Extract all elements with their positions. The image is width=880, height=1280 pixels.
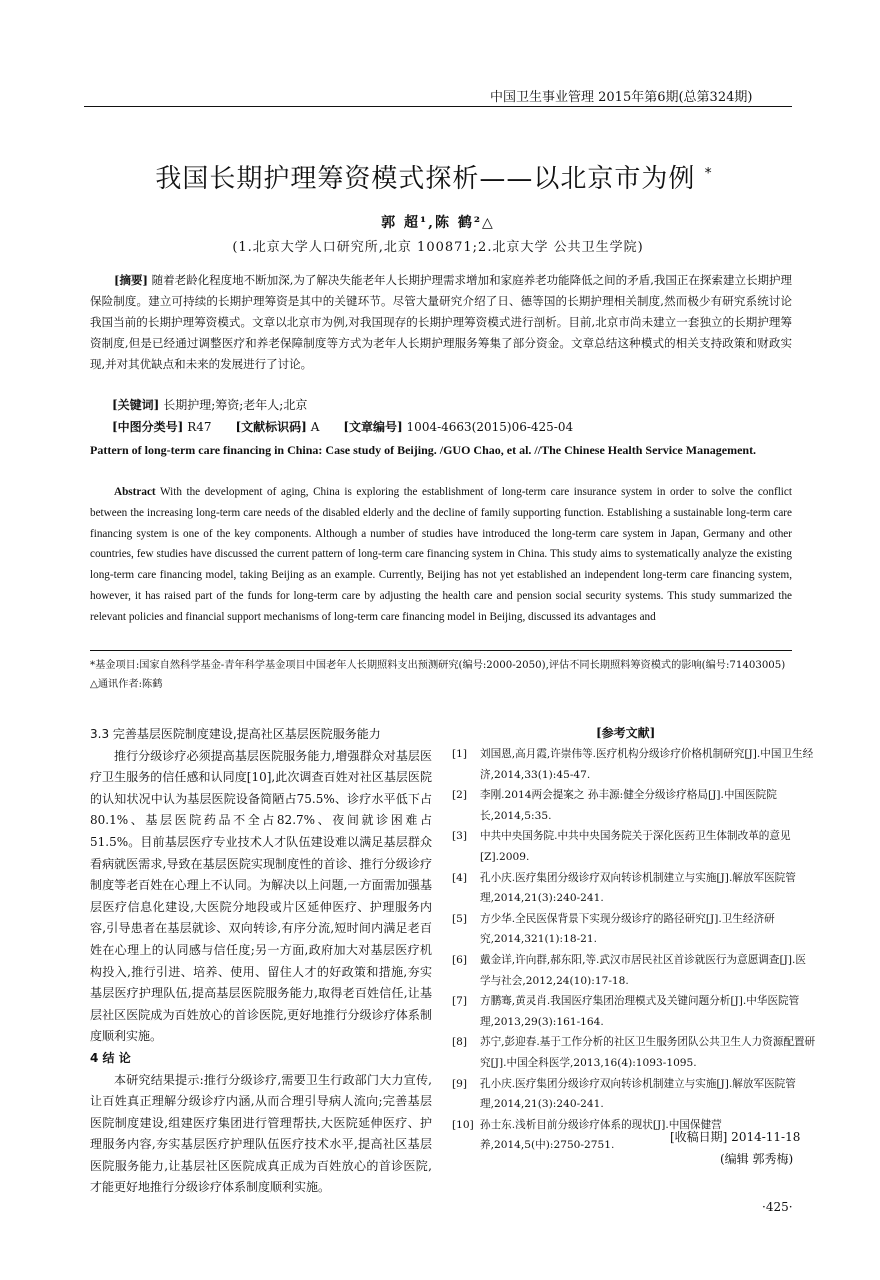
reference-item (452, 785, 816, 826)
references-heading: [参考文献] (596, 726, 656, 740)
ref-num: [8] (452, 1036, 468, 1049)
english-abstract (90, 482, 792, 628)
chinese-abstract (90, 270, 792, 375)
keywords-label: [关键词] (112, 398, 160, 412)
article-title (114, 158, 754, 195)
clc-label: [中图分类号] (112, 420, 184, 434)
doc-code (236, 418, 320, 435)
abstract-en-label: Abstract (114, 486, 156, 498)
reference-item (452, 826, 816, 867)
received-date: [收稿日期] 2014-11-18 (670, 1130, 801, 1144)
classification-line (112, 418, 573, 435)
ref-num: [6] (452, 953, 468, 966)
page-number: ·425· (762, 1200, 793, 1214)
art-value: 1004-4663(2015)06-425-04 (406, 420, 574, 434)
footnote (90, 656, 792, 694)
reference-item (452, 744, 816, 785)
section-3-3-title: 3.3 完善基层医院制度建设,提高社区基层医院服务能力 (90, 727, 381, 741)
ref-num: [5] (452, 912, 468, 925)
reference-item (452, 868, 816, 909)
art-label: [文章编号] (343, 420, 403, 434)
article-number (343, 418, 573, 435)
ref-num: [3] (452, 830, 468, 843)
editor-note: (编辑 郭秀梅) (720, 1152, 794, 1166)
ref-text: 戴金详,许向群,郝东阳,等.武汉市居民社区首诊就医行为意愿调查[J].医学与社会,2012,24(10):17-18. (480, 953, 806, 987)
ref-num: [1] (452, 748, 468, 760)
ref-num: [7] (452, 995, 468, 1008)
abstract-cn-text: 随着老龄化程度地不断加深,为了解决失能老年人长期护理需求增加和家庭养老功能降低之间的矛盾,我国正在探索建立长期护理保险制度。建立可持续的长期护理筹资是其中的关键环节。尽管大量研究介绍了日、德等国的长期护理相关制度,然而极少有研究系统讨论我国当前的长期护理筹资模式。文章以北京市为例,对我国现存的长期护理筹资模式进行剖析。目前,北京市尚未建立一套独立的长期护理筹资制度,但是已经通过调整医疗和养老保障制度等方式为老年人长期护理服务筹集了部分资金。文章总结这种模式的相关支持政策和财政实现,并对其优缺点和未来的发展进行了讨论。 (90, 273, 792, 371)
ref-num: [4] (452, 871, 468, 884)
journal-header: 中国卫生事业管理 2015年第6期(总第324期) (490, 90, 753, 105)
ref-text: 方鹏骞,黄灵肖.我国医疗集团治理模式及关键问题分析[J].中华医院管理,2013,29(3):161-164. (480, 995, 800, 1028)
corresponding-author: △通讯作者:陈鹤 (90, 679, 163, 690)
affiliation: (1.北京大学人口研究所,北京 100871;2.北京大学 公共卫生学院) (232, 240, 644, 255)
ref-num: [9] (452, 1077, 468, 1090)
clc-code (112, 418, 212, 435)
reference-item (452, 991, 816, 1032)
authors: 郭 超¹,陈 鹤²△ (381, 215, 495, 231)
section-4-text: 本研究结果提示:推行分级诊疗,需要卫生行政部门大力宣传,让百姓真正理解分级诊疗内涵,从而合理引导病人流向;完善基层医院制度建设,组建医疗集团进行管理帮扶,大医院延伸医疗、护理服务内容,夯实基层医疗护理队伍医疗技术水平,提高社区基层医院服务能力,让基层社区医院成真正成为百姓放心的首诊医院,才能更好地推行分级诊疗体系制度顺利实施。 (90, 1072, 432, 1195)
abstract-cn-label: [摘要] (114, 273, 148, 287)
reference-item (452, 950, 816, 991)
ref-text: 苏宁,彭迎春.基于工作分析的社区卫生服务团队公共卫生人力资源配置研究[J].中国全科医学,2013,16(4):1093-1095. (480, 1036, 816, 1069)
ref-text: 方少华.全民医保背景下实现分级诊疗的路径研究[J].卫生经济研究,2014,321(1):18-21. (480, 912, 775, 946)
title-text: 我国长期护理筹资模式探析——以北京市为例 (155, 164, 696, 194)
references-list (452, 744, 816, 1156)
clc-value: R47 (187, 420, 212, 434)
ref-text: 孔小庆.医疗集团分级诊疗双向转诊机制建立与实施[J].解放军医院管理,2014,21(3):240-241. (480, 1077, 796, 1111)
ref-text: 李刚.2014两会提案之 孙丰源:健全分级诊疗格局[J].中国医院院长,2014,5:35. (480, 789, 777, 822)
header-rule (84, 106, 792, 107)
english-title: Pattern of long-term care financing in China: Case study of Beijing. /GUO Chao, et al. //The Chinese Health Service Management. (90, 443, 757, 457)
fund-note: *基金项目:国家自然科学基金-青年科学基金项目中国老年人长期照料支出预测研究(编号:2000-2050),评估不同长期照料筹资模式的影响(编号:71403005) (90, 660, 786, 671)
left-column (90, 724, 432, 1199)
reference-item (452, 1032, 816, 1073)
section-3-3-text: 推行分级诊疗必须提高基层医院服务能力,增强群众对基层医疗卫生服务的信任感和认同度[10],此次调查百姓对社区基层医院的认知状况中认为基层医院设备简陋占75.5%、诊疗水平低下占80.1%、基层医院药品不全占82.7%、夜间就诊困难占51.5%。目前基层医疗专业技术人才队伍建设难以满足基层群众看病就医需求,导致在基层医院实现制度性的首诊、推行分级诊疗制度等老百姓在心理上不认同。为解决以上问题,一方面需加强基层医疗信息化建设,大医院分地段或片区延伸医疗、护理服务内容,引导患者在基层就诊、双向转诊,有序分流,短时间内满足老百姓在心理上的认同感与信任度;另一方面,政府加大对基层医疗机构投入,推行引进、培养、使用、留住人才的好政策和措施,夯实基层医疗护理队伍,提高基层医院服务能力,取得老百姓信任,让基层社区医院成为百姓放心的首诊医院,更好地推行分级诊疗体系制度顺利实施。 (90, 748, 432, 1044)
section-4-title: 4 结 论 (90, 1050, 131, 1065)
ref-num: [2] (452, 789, 468, 802)
keywords-text: 长期护理;筹资;老年人;北京 (163, 398, 308, 412)
doc-label: [文献标识码] (235, 420, 307, 434)
ref-text: 中共中央国务院.中共中央国务院关于深化医药卫生体制改革的意见[Z].2009. (480, 830, 791, 863)
footnote-rule (90, 650, 792, 651)
abstract-en-text: With the development of aging, China is exploring the establishment of long-term care insurance system in order to solve the conflict between the increasing long-term care needs of the disabled elderly and the decline of family supporting function. Establishing a sustainable long-term care financing system is one of the key components. Although a number of studies have introduced the long-term care system in Japan, Germany and other countries, few studies have discussed the current pattern of long-term care financing system in China. This study aims to systematically analyze the existing long-term care financing model, taking Beijing as an example. Currently, Beijing has not yet established an independent long-term care financing system, however, it has raised part of the funds for long-term care by adjusting the health care and pension social security systems. This study summarized the relevant policies and financial support mechanisms of long-term care financing model in Beijing, discussed its advantages and (90, 486, 792, 623)
reference-item (452, 909, 816, 950)
reference-item (452, 1074, 816, 1115)
title-footnote-mark: * (704, 165, 713, 182)
keywords (112, 396, 307, 413)
ref-text: 刘国恩,高月霞,许崇伟等.医疗机构分级诊疗价格机制研究[J].中国卫生经济,2014,33(1):45-47. (480, 748, 814, 781)
ref-num: [10] (452, 1118, 474, 1131)
ref-text: 孙士东.浅析目前分级诊疗体系的现状[J].中国保健营养,2014,5(中):2750-2751. (480, 1118, 722, 1152)
doc-value: A (310, 420, 320, 434)
ref-text: 孔小庆.医疗集团分级诊疗双向转诊机制建立与实施[J].解放军医院管理,2014,21(3):240-241. (480, 871, 796, 905)
